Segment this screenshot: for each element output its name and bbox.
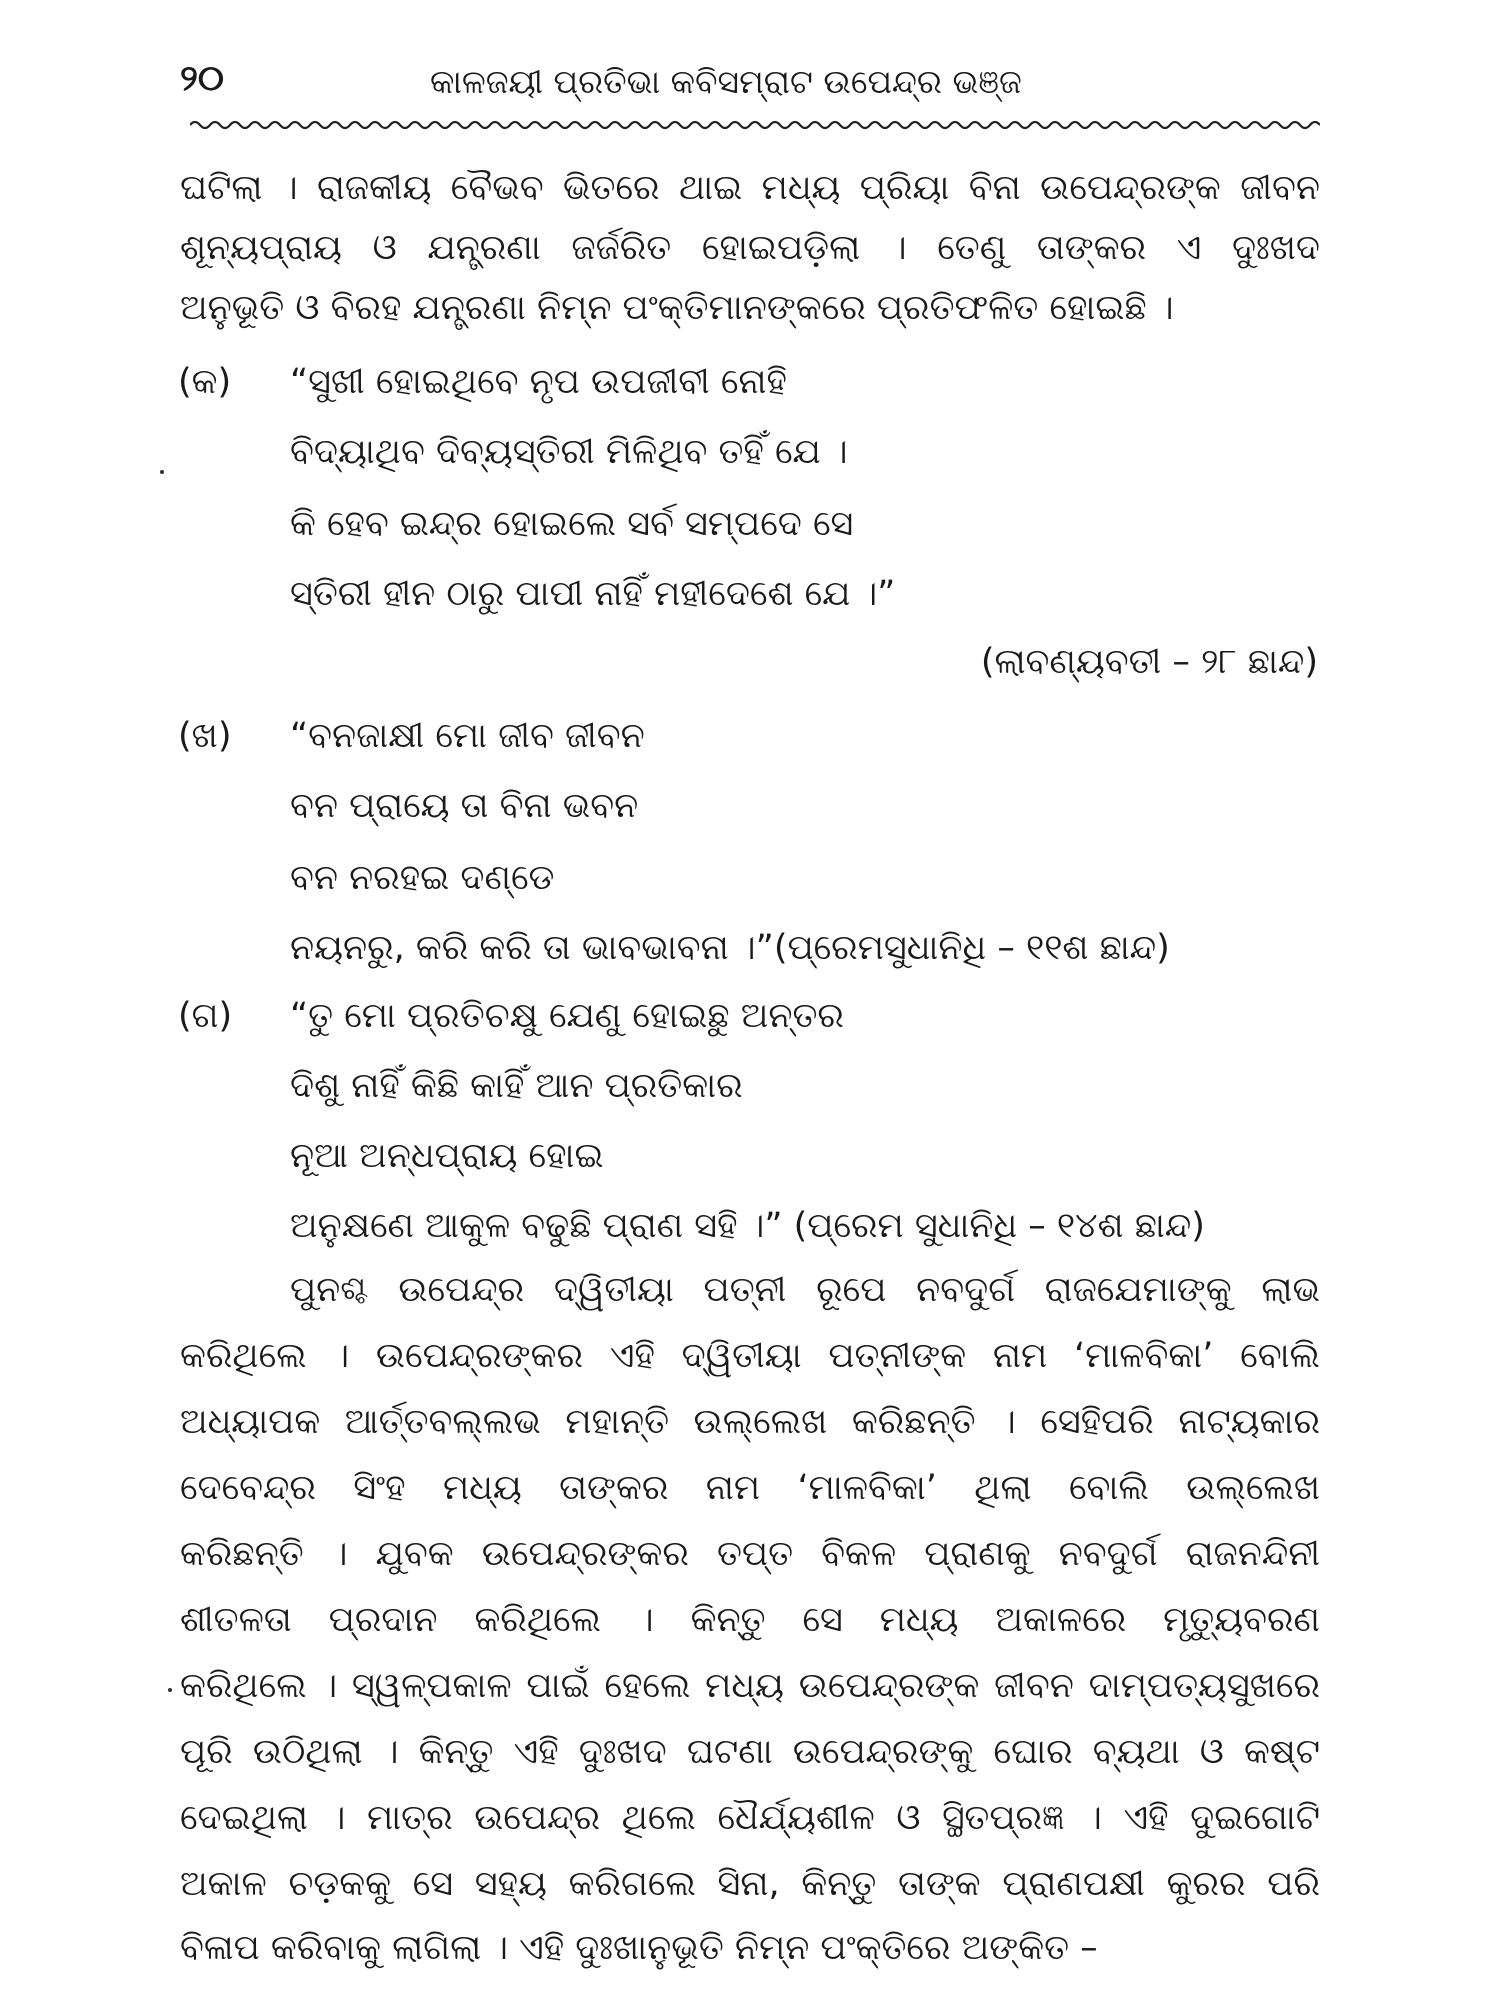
body-text-line: ଘଟିଲା । ରାଜକୀୟ ବୈଭବ ଭିତରେ ଥାଇ ମଧ୍ୟ ପ୍ରିୟା ବିନା ଉପେନ୍ଦ୍ରଙ୍କ ଜୀବନ (180, 168, 1320, 208)
body-text-line: ପୁନଶ୍ଚ ଉପେନ୍ଦ୍ର ଦ୍ୱିତୀୟା ପତ୍ନୀ ରୂପେ ନବଦୁର୍ଗ ରାଜଯେମାଙ୍କୁ ଲାଭ (290, 1270, 1320, 1310)
quote-citation: (ଲାବଣ୍ୟବତୀ – ୨୮ ଛାନ୍ଦ) (980, 642, 1318, 682)
verse-line: “ତୁ ମୋ ପ୍ରତିଚକ୍ଷୁ ଯେଣୁ ହୋଇଛୁ ଅନ୍ତର (290, 996, 844, 1036)
body-text-line: ଶୂନ୍ୟପ୍ରାୟ ଓ ଯନ୍ତ୍ରଣା ଜର୍ଜରିତ ହୋଇପଡ଼ିଲା । ତେଣୁ ତାଙ୍କର ଏ ଦୁଃଖଦ (180, 228, 1320, 268)
running-title: କାଳଜୟୀ ପ୍ରତିଭା କବିସମ୍ରାଟ ଉପେନ୍ଦ୍ର ଭଞ୍ଜ (430, 62, 1022, 101)
body-text-line: ଅଧ୍ୟାପକ ଆର୍ତ୍ତବଲ୍ଲଭ ମହାନ୍ତି ଉଲ୍ଲେଖ କରିଛନ୍ତି । ସେହିପରି ନାଟ୍ୟକାର (180, 1402, 1320, 1442)
quote-marker: (ଗ) (178, 996, 233, 1036)
body-text-line: ପୂରି ଉଠିଥିଲା । କିନ୍ତୁ ଏହି ଦୁଃଖଦ ଘଟଣା ଉପେନ୍ଦ୍ରଙ୍କୁ ଘୋର ବ୍ୟଥା ଓ କଷ୍ଟ (180, 1732, 1320, 1772)
body-text-line: ଦେବେନ୍ଦ୍ର ସିଂହ ମଧ୍ୟ ତାଙ୍କର ନାମ ‘ମାଳବିକା’ ଥିଲା ବୋଲି ଉଲ୍ଲେଖ (180, 1468, 1320, 1508)
body-text-line: ଅକାଳ ଚଡ଼କକୁ ସେ ସହ୍ୟ କରିଗଲେ ସିନା, କିନ୍ତୁ ତାଙ୍କ ପ୍ରାଣପକ୍ଷୀ କୁରର ପରି (180, 1864, 1320, 1904)
verse-line: ଅନୁକ୍ଷଣେ ଆକୁଳ ବଢୁଛି ପ୍ରାଣ ସହି ।” (ପ୍ରେମ ସୁଧାନିଧି – ୧୪ଶ ଛାନ୍ଦ) (290, 1206, 1205, 1246)
wavy-rule (190, 118, 1320, 132)
page-header (180, 58, 1320, 118)
scan-speck (168, 1688, 172, 1692)
verse-line: ବନ ପ୍ରାୟେ ତା ବିନା ଭବନ (290, 786, 639, 826)
verse-line: “ବନଜାକ୍ଷୀ ମୋ ଜୀବ ଜୀବନ (290, 716, 645, 756)
quote-marker: (ଖ) (178, 716, 232, 756)
verse-line: ଦିଶୁ ନାହିଁ କିଛି କାହିଁ ଆନ ପ୍ରତିକାର (290, 1066, 743, 1106)
verse-line: ବିଦ୍ୟାଥିବ ଦିବ୍ୟସ୍ତିରୀ ମିଳିଥିବ ତହିଁ ଯେ । (290, 432, 848, 472)
page-number: ୨୦ (180, 58, 224, 99)
body-text-line: କରିଛନ୍ତି । ଯୁବକ ଉପେନ୍ଦ୍ରଙ୍କର ତପ୍ତ ବିକଳ ପ୍ରାଣକୁ ନବଦୁର୍ଗ ରାଜନନ୍ଦିନୀ (180, 1534, 1320, 1574)
body-text-line: ବିଳାପ କରିବାକୁ ଲାଗିଲା । ଏହି ଦୁଃଖାନୁଭୂତି ନିମ୍ନ ପଂକ୍ତିରେ ଅଙ୍କିତ – (180, 1928, 1098, 1968)
verse-line: ନୂଆ ଅନ୍ଧପ୍ରାୟ ହୋଇ (290, 1136, 604, 1176)
body-text-line: ଅନୁଭୂତି ଓ ବିରହ ଯନ୍ତ୍ରଣା ନିମ୍ନ ପଂକ୍ତିମାନଙ୍କରେ ପ୍ରତିଫଳିତ ହୋଇଛି । (180, 288, 1174, 328)
quote-marker: (କ) (178, 362, 232, 402)
verse-line: ନୟନରୁ, କରି କରି ତା ଭାବଭାବନା ।”(ପ୍ରେମସୁଧାନିଧି – ୧୧ଶ ଛାନ୍ଦ) (290, 928, 1170, 968)
verse-line: ସ୍ତିରୀ ହୀନ ଠାରୁ ପାପୀ ନାହିଁ ମହୀଦେଶେ ଯେ ।” (290, 574, 896, 614)
body-text-line: କରିଥିଲେ । ଉପେନ୍ଦ୍ରଙ୍କର ଏହି ଦ୍ୱିତୀୟା ପତ୍ନୀଙ୍କ ନାମ ‘ମାଳବିକା’ ବୋଲି (180, 1336, 1320, 1376)
verse-line: କି ହେବ ଇନ୍ଦ୍ର ହୋଇଲେ ସର୍ବ ସମ୍ପଦେ ସେ (290, 504, 854, 544)
verse-line: ବନ ନରହଇ ଦଣ୍ଡେ (290, 858, 555, 898)
scan-speck (160, 470, 164, 474)
body-text-line: ଶୀତଳତା ପ୍ରଦାନ କରିଥିଲେ । କିନ୍ତୁ ସେ ମଧ୍ୟ ଅକାଳରେ ମୃତ୍ୟୁବରଣ (180, 1600, 1320, 1640)
body-text-line: ଦେଇଥିଲା । ମାତ୍ର ଉପେନ୍ଦ୍ର ଥିଲେ ଧୈର୍ଯ୍ୟଶୀଳ ଓ ସ୍ଥିତପ୍ରଜ୍ଞ । ଏହି ଦୁଇଗୋଟି (180, 1798, 1320, 1838)
verse-line: “ସୁଖୀ ହୋଇଥିବେ ନୃପ ଉପଜୀବୀ ନୋହି (290, 362, 787, 402)
body-text-line: କରିଥିଲେ । ସ୍ୱଳ୍ପକାଳ ପାଇଁ ହେଲେ ମଧ୍ୟ ଉପେନ୍ଦ୍ରଙ୍କ ଜୀବନ ଦାମ୍ପତ୍ୟସୁଖରେ (180, 1666, 1320, 1706)
